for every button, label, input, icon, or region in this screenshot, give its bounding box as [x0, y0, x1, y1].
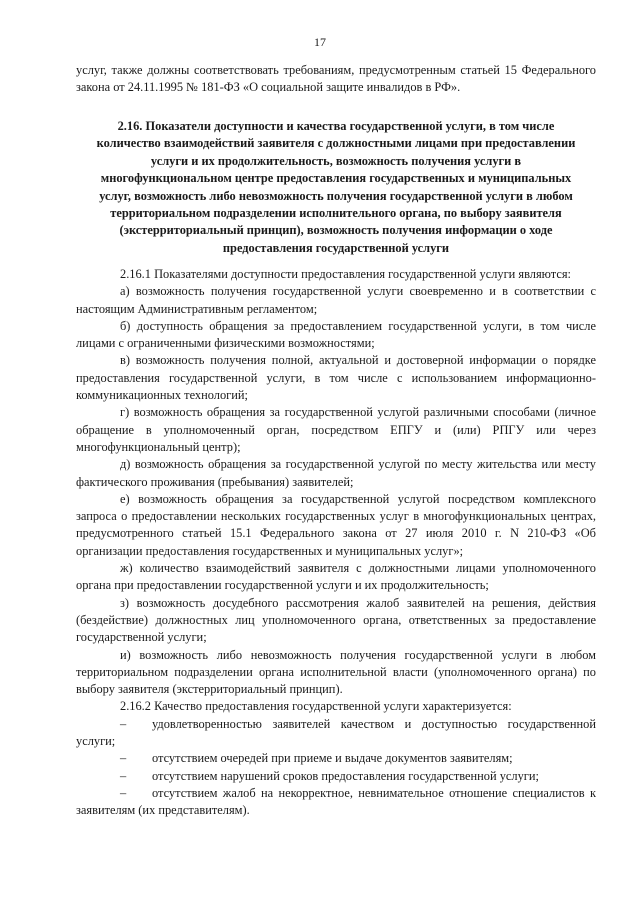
section-heading	[86, 118, 586, 257]
main-text	[76, 266, 596, 820]
heading-line: количество взаимодействий заявителя с должностными лицами при предоставлении	[96, 136, 576, 151]
list-item: а) возможность получения государственной услуги своевременно и в соответствии с настоящим Административным регламентом;	[76, 284, 596, 316]
intro-paragraph: услуг, также должны соответствовать требованиям, предусмотренным статьей 15 Федерального закона от 24.11.1995 № 181-ФЗ «О социальной защите инвалидов в РФ».	[76, 63, 596, 95]
list-item: в) возможность получения полной, актуальной и достоверной информации о порядке предоставления государственной услуги, в том числе с использованием информационно-коммуникационных технологий;	[76, 353, 596, 403]
heading-line: услуг, возможность либо невозможность получения государственной услуги в любом	[99, 188, 573, 203]
list-item: з) возможность досудебного рассмотрения жалоб заявителей на решения, действия (бездействие) должностных лиц уполномоченного органа, ответственных за предоставление государственной услуги;	[76, 595, 596, 645]
dash-marker: –	[120, 716, 127, 731]
dash-marker: –	[120, 768, 127, 783]
dash-list-item	[76, 750, 596, 767]
dash-list-item	[76, 716, 596, 751]
list-item: б) доступность обращения за предоставлением государственной услуги, в том числе лицами с ограниченными физическими возможностями;	[76, 318, 596, 351]
dash-item-text: отсутствием очередей при приеме и выдаче документов заявителям;	[152, 751, 513, 766]
dash-item-text: отсутствием нарушений сроков предоставления государственной услуги;	[152, 768, 539, 783]
dash-list-item	[76, 768, 596, 785]
list-item: г) возможность обращения за государственной услугой различными способами (личное обращение в уполномоченный орган, посредством ЕПГУ и (или) РПГУ или через многофункциональный центр);	[76, 405, 596, 454]
intro-paragraph-block	[76, 62, 596, 97]
page-number: 17	[314, 35, 326, 49]
dash-item-text: удовлетворенностью заявителей качеством и доступностью государственной услуги;	[76, 716, 596, 749]
heading-line: предоставления государственной услуги	[222, 240, 450, 255]
list-item: ж) количество взаимодействий заявителя с должностными лицами уполномоченного органа при предоставлении государственной услуги и их продолжительность;	[76, 561, 596, 593]
dash-list-item	[76, 785, 596, 820]
list-item: и) возможность либо невозможность получения государственной услуги в любом территориальном подразделении органа исполнительной власти (уполномоченного органа) по выбору заявителя (экстерриториальный принцип).	[76, 647, 596, 697]
heading-line: услуги и их продолжительность, возможность получения услуги в	[150, 153, 522, 168]
subsection-2-16-1: 2.16.1 Показателями доступности предоставления государственной услуги являются:	[120, 267, 571, 281]
list-item: д) возможность обращения за государственной услугой по месту жительства или месту фактического проживания (пребывания) заявителей;	[76, 457, 596, 489]
heading-line: многофункциональном центре предоставления государственных и муниципальных	[100, 171, 572, 186]
dash-marker: –	[120, 785, 127, 800]
subsection-2-16-2: 2.16.2 Качество предоставления государственной услуги характеризуется:	[120, 699, 512, 714]
dash-marker: –	[120, 751, 127, 766]
dash-item-text: отсутствием жалоб на некорректное, невнимательное отношение специалистов к заявителям (их представителям).	[76, 785, 596, 818]
heading-line: 2.16. Показатели доступности и качества государственной услуги, в том числе	[117, 119, 555, 133]
heading-line: (экстерриториальный принцип), возможность получения информации о ходе	[119, 223, 553, 238]
heading-line: территориальном подразделении исполнительного органа, по выбору заявителя	[110, 206, 562, 221]
list-item: е) возможность обращения за государственной услугой посредством комплексного запроса о предоставлении нескольких государственных услуг в многофункциональных центрах, предусмотренного статьей 15.1 Федерального закона от 27 июля 2010 г. N 210-ФЗ «Об организации предоставления государственных и муниципальных услуг»;	[76, 491, 596, 558]
